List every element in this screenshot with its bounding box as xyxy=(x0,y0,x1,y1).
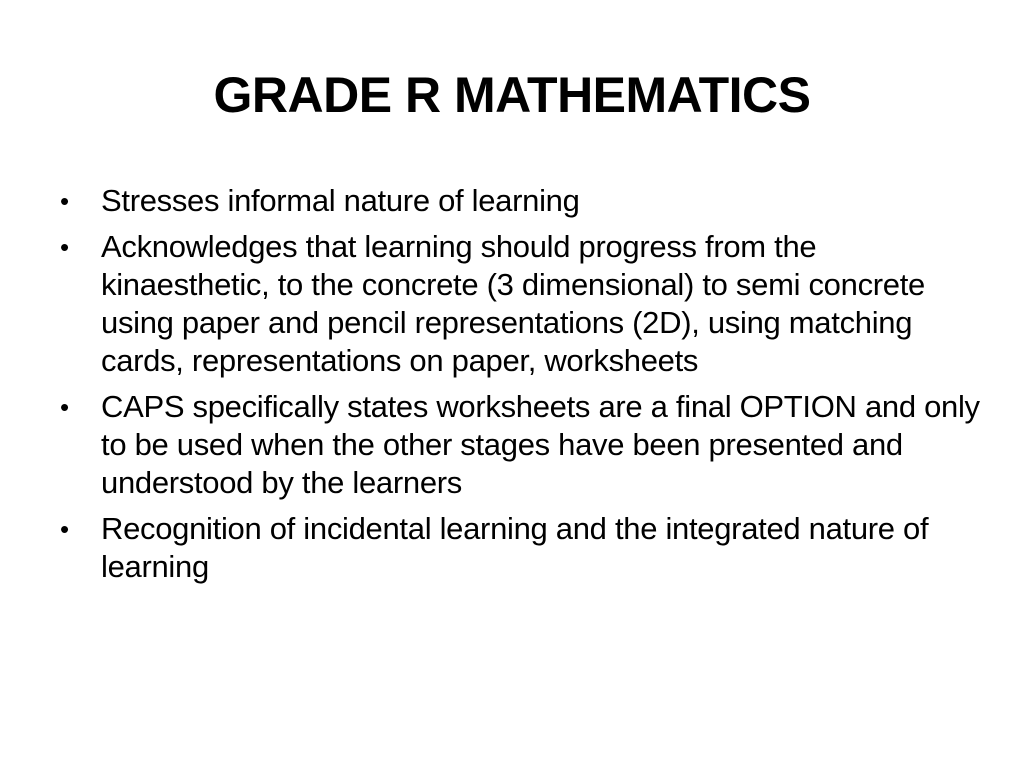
bullet-text: Acknowledges that learning should progress from the kinaesthetic, to the concrete (3 dimensional) to semi concrete using paper and pencil representations (2D), using matching cards, representations on paper, worksheets xyxy=(101,229,925,378)
bullet-item xyxy=(56,228,986,380)
bullet-item xyxy=(56,510,986,586)
bullet-dot-icon: • xyxy=(60,186,69,216)
bullet-dot-icon: • xyxy=(60,514,69,544)
bullet-dot-icon: • xyxy=(60,232,69,262)
bullet-dot-icon: • xyxy=(60,392,69,422)
bullet-text: CAPS specifically states worksheets are a final OPTION and only to be used when the other stages have been presented and understood by the learners xyxy=(101,389,980,500)
bullet-text: Recognition of incidental learning and the integrated nature of learning xyxy=(101,511,929,584)
bullet-item xyxy=(56,388,986,502)
slide-title: GRADE R MATHEMATICS xyxy=(213,67,811,123)
bullet-list xyxy=(56,182,986,594)
bullet-item xyxy=(56,182,986,220)
bullet-text: Stresses informal nature of learning xyxy=(101,183,580,218)
